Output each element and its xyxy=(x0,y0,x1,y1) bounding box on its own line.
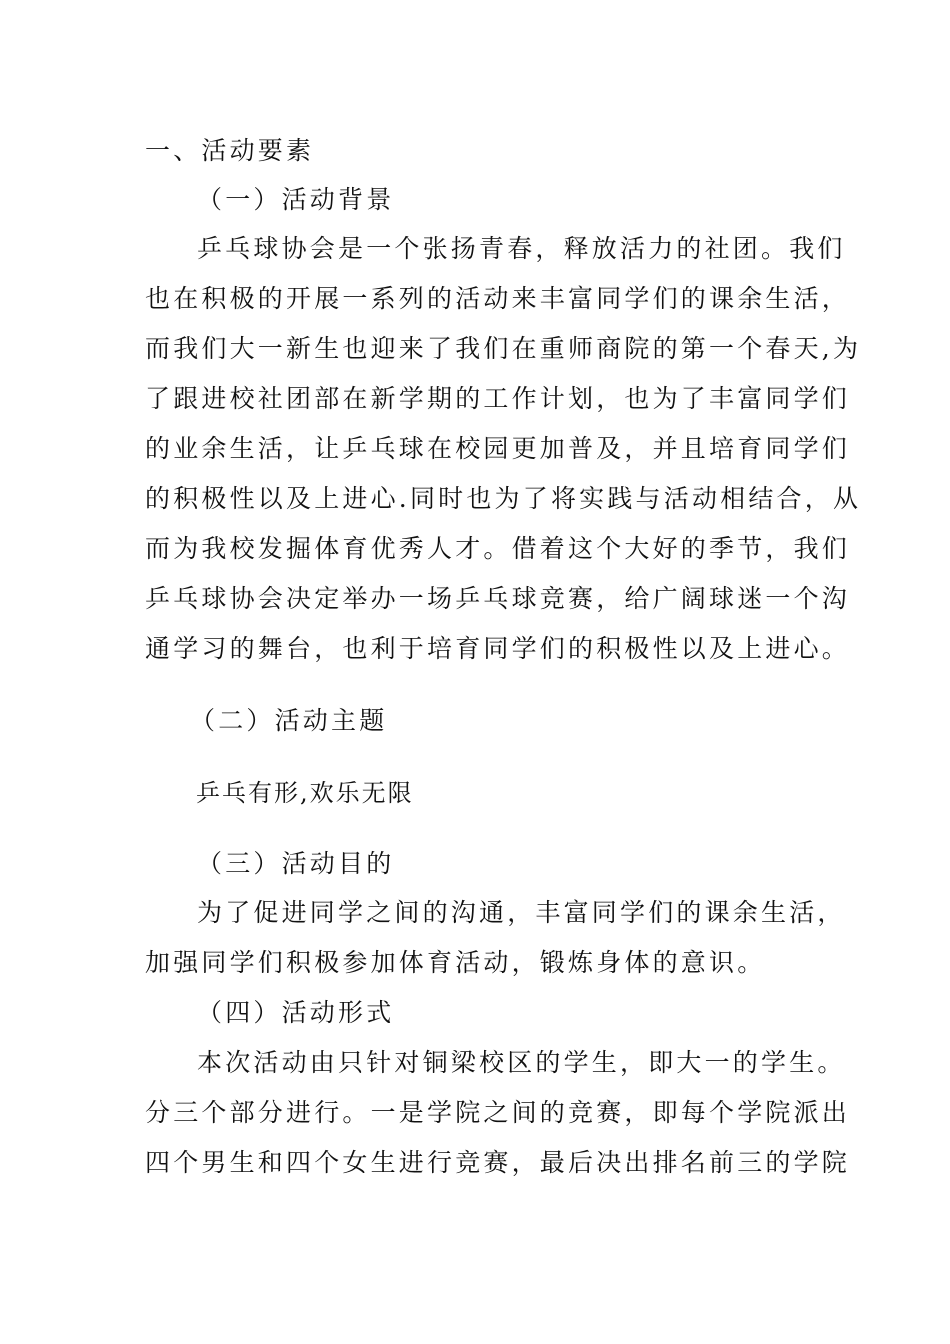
subsection-title-theme: （二）活动主题 xyxy=(190,706,388,735)
paragraph-line: 乒乓球协会决定举办一场乒乓球竞赛，给广阔球迷一个沟 xyxy=(145,584,851,613)
subsection-title-format: （四）活动形式 xyxy=(197,998,395,1027)
paragraph-line: 了跟进校社团部在新学期的工作计划，也为了丰富同学们 xyxy=(145,384,851,413)
paragraph-line: 分三个部分进行。一是学院之间的竞赛，即每个学院派出 xyxy=(145,1098,851,1127)
paragraph-line: 乒乓球协会是一个张扬青春，释放活力的社团。我们 xyxy=(197,234,846,263)
subsection-title-purpose: （三）活动目的 xyxy=(197,849,395,878)
subsection-title-background: （一）活动背景 xyxy=(197,185,395,214)
paragraph-line: 也在积极的开展一系列的活动来丰富同学们的课余生活， xyxy=(145,284,851,313)
paragraph-line: 而我们大一新生也迎来了我们在重师商院的第一个春天,为 xyxy=(145,334,862,363)
section-heading: 一、活动要素 xyxy=(145,136,315,165)
theme-text: 乒乓有形,欢乐无限 xyxy=(196,779,414,807)
paragraph-line: 的业余生活，让乒乓球在校园更加普及，并且培育同学们 xyxy=(145,434,851,463)
paragraph-line: 而为我校发掘体育优秀人才。借着这个大好的季节，我们 xyxy=(145,534,851,563)
paragraph-line: 为了促进同学之间的沟通，丰富同学们的课余生活， xyxy=(197,898,846,927)
paragraph-line: 加强同学们积极参加体育活动，锻炼身体的意识。 xyxy=(145,948,766,977)
paragraph-line: 通学习的舞台，也利于培育同学们的积极性以及上进心。 xyxy=(145,634,851,663)
paragraph-line: 的积极性以及上进心.同时也为了将实践与活动相结合，从 xyxy=(145,484,862,513)
paragraph-line: 本次活动由只针对铜梁校区的学生，即大一的学生。 xyxy=(197,1048,846,1077)
paragraph-line: 四个男生和四个女生进行竞赛，最后决出排名前三的学院 xyxy=(145,1148,851,1177)
